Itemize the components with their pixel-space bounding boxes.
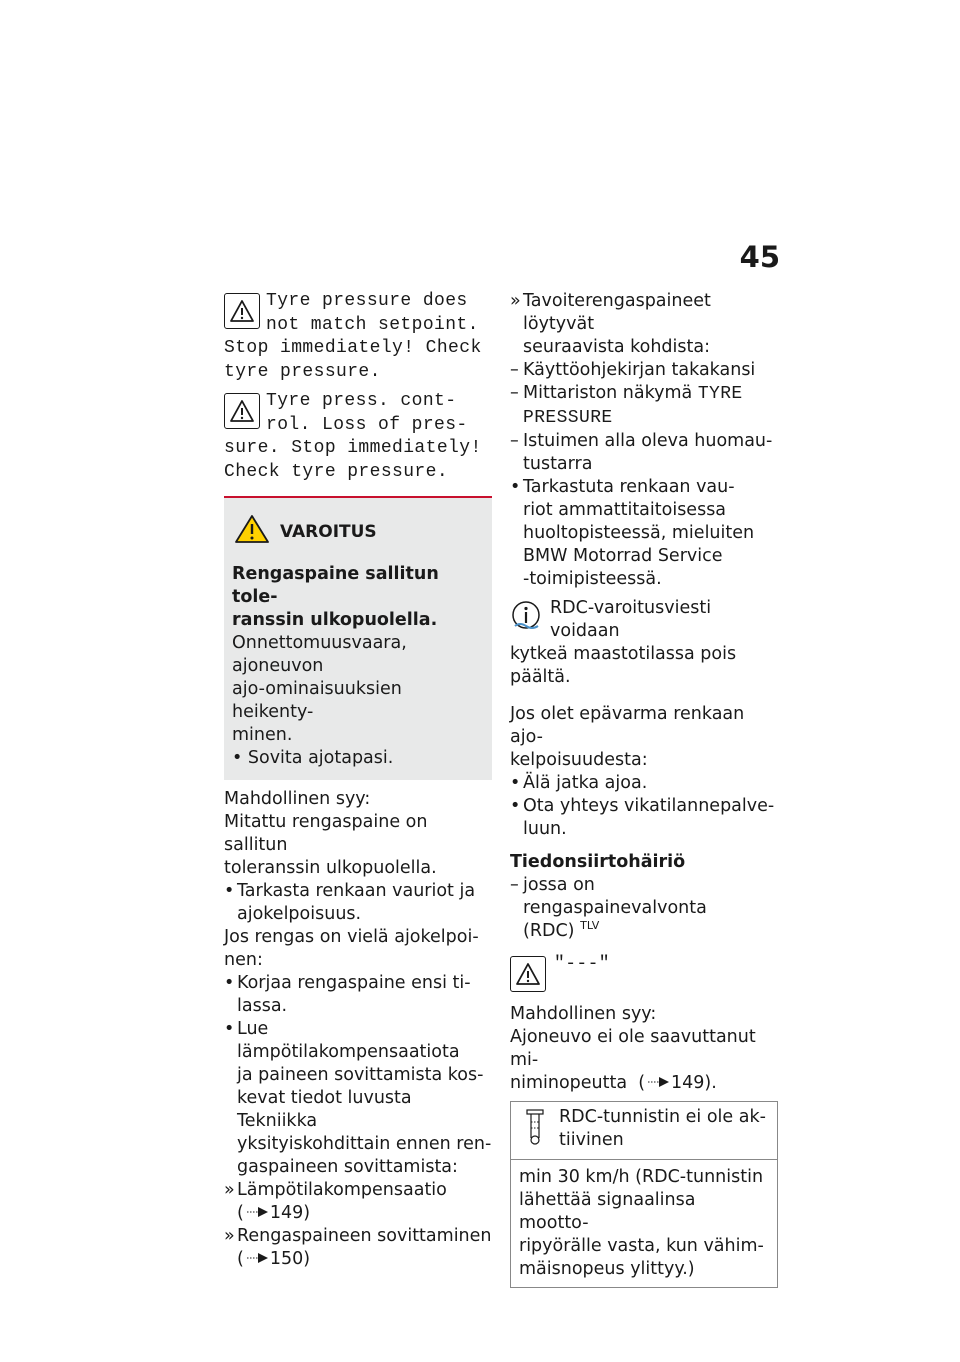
dash-text: (RDC) (523, 921, 575, 941)
message-line: rol. Loss of pres- (266, 414, 468, 435)
table-row (511, 1160, 777, 1287)
bullet-line: kevat tiedot luvusta Tekniikka (237, 1088, 412, 1131)
warning-triangle-icon (234, 514, 270, 551)
dash-item: – Käyttöohjekirjan takakansi (510, 359, 778, 382)
bullet-line: riot ammattitaitoisessa (523, 500, 727, 520)
page-ref-number: 150) (269, 1249, 311, 1269)
section-heading: Tiedonsiirtohäiriö (510, 852, 686, 872)
table-cell-line: mäisnopeus ylittyy.) (519, 1259, 695, 1279)
page-reference[interactable]: ( 150) (237, 1249, 311, 1269)
bullet-line: Tarkastuta renkaan vau- (523, 477, 735, 497)
tyre-pressure-message (224, 290, 492, 384)
dash-item: – Istuimen alla oleva huomau- tustarra (510, 430, 778, 476)
reference-line: seuraavista kohdista: (523, 337, 710, 357)
bullet-line: luun. (523, 819, 567, 839)
right-column (510, 290, 778, 1288)
warning-bold-line: Rengaspaine sallitun tole- (232, 564, 439, 607)
warning-header (232, 514, 484, 551)
dash-line: tustarra (523, 454, 593, 474)
paragraph-line: nen: (224, 950, 263, 970)
warning-text-line: Onnettomuusvaara, ajoneuvon (232, 633, 407, 676)
info-line: päältä. (510, 667, 571, 687)
status-table (510, 1101, 778, 1288)
message-line: Tyre press. cont- (266, 391, 457, 411)
display-text: "---" (554, 954, 611, 974)
cause-line: Mitattu rengaspaine on sallitun (224, 812, 428, 855)
bullet-line: Ota yhteys vikatilannepalve- (523, 796, 775, 816)
bullet-item: • Tarkasta renkaan vauriot ja ajokelpoisuus. (224, 880, 492, 926)
cause-label: Mahdollinen syy: (510, 1004, 657, 1024)
paragraph-line: Jos olet epävarma renkaan ajo- (510, 704, 745, 747)
warning-triangle-icon (510, 956, 546, 992)
info-icon (510, 599, 542, 631)
arrow-right-icon (244, 1202, 270, 1225)
message-line: Stop immediately! Check (224, 338, 482, 358)
info-line: kytkeä maastotilassa pois (510, 644, 737, 664)
message-line: sure. Stop immediately! (224, 438, 482, 458)
dash-line (523, 382, 778, 407)
page-reference[interactable]: ( 149) (237, 1203, 311, 1223)
reference-line: Tavoiterengaspaineet löytyvät (523, 291, 711, 334)
warning-text-line: minen. (232, 725, 293, 745)
reference-item[interactable]: » Lämpötilakompensaatio ( 149) (224, 1179, 492, 1225)
bullet-line: huoltopisteessä, mieluiten (523, 523, 755, 543)
bullet-line: Tarkasta renkaan vauriot ja (237, 881, 476, 901)
warning-title: VAROITUS (280, 522, 377, 542)
display-text: PRESSURE (523, 407, 613, 428)
message-line: not match setpoint. (266, 314, 479, 335)
message-line: Check tyre pressure. (224, 461, 449, 482)
page-ref-number: 149). (671, 1073, 717, 1093)
bullet-line: yksityiskohdittain ennen ren- (237, 1134, 492, 1154)
bullet-item: • Ota yhteys vikatilannepalve- luun. (510, 795, 778, 841)
dash-line (523, 920, 778, 943)
reference-item: » Tavoiterengaspaineet löytyvät seuraavista kohdista: (510, 290, 778, 359)
table-header-row (511, 1102, 777, 1160)
tyre-press-control-message (224, 390, 492, 484)
reference-item[interactable]: » Rengaspaineen sovittaminen ( 150) (224, 1226, 492, 1269)
page-reference[interactable]: niminopeutta ( 149). (510, 1073, 717, 1093)
page-ref-number: 149) (269, 1203, 311, 1223)
table-header-line: RDC-tunnistin ei ole ak- (559, 1107, 766, 1127)
warning-bold-line: ranssin ulkopuolella. (232, 610, 438, 630)
bullet-line: Älä jatka ajoa. (523, 773, 648, 793)
bullet-item: • Korjaa rengaspaine ensi ti- lassa. (224, 972, 492, 1018)
bullet-line: lassa. (237, 996, 288, 1016)
bullet-line: ja paineen sovittamista kos- (237, 1065, 484, 1085)
cause-line: Ajoneuvo ei ole saavuttanut mi- (510, 1027, 756, 1070)
bullet-item: • Tarkastuta renkaan vau- riot ammattitaitoisessa huoltopisteessä, mieluiten BMW Motorrad Service -toimipisteessä. (510, 476, 778, 591)
rdc-sensor-icon (523, 1108, 547, 1153)
left-column (224, 290, 492, 1271)
bullet-item: • Lue lämpötilakompensaatiota ja paineen sovittamista kos- kevat tiedot luvusta Tekniikka yksityiskohdittain ennen ren- gaspaineen sovittamista: (224, 1019, 492, 1177)
table-cell-line: min 30 km/h (RDC-tunnistin (519, 1167, 764, 1187)
warning-triangle-icon (224, 393, 260, 429)
warning-panel (224, 496, 492, 780)
bullet-line: Korjaa rengaspaine ensi ti- (237, 973, 471, 993)
model-superscript: TLV (580, 919, 600, 933)
message-line: Tyre pressure does (266, 291, 468, 311)
dash-line: Istuimen alla oleva huomau- (523, 431, 773, 451)
cause-label: Mahdollinen syy: (224, 789, 371, 809)
message-line: tyre pressure. (224, 361, 381, 382)
dash-item: – Mittariston näkymä TYRE PRESSURE (510, 382, 778, 430)
bullet-item: • Älä jatka ajoa. (510, 772, 778, 795)
info-note (510, 597, 778, 689)
cause-line: toleranssin ulkopuolella. (224, 858, 437, 878)
table-cell-line: lähettää signaalinsa mootto- (519, 1190, 696, 1233)
dash-line: jossa on rengaspainevalvonta (523, 875, 707, 918)
dash-text: Mittariston näkymä (523, 383, 698, 403)
reference-text[interactable]: Rengaspaineen sovittaminen (237, 1226, 492, 1246)
bullet-line: Lue lämpötilakompensaatiota (237, 1019, 460, 1062)
cause-text: niminopeutta (510, 1073, 628, 1093)
arrow-right-icon (645, 1072, 671, 1095)
paragraph-line: Jos rengas on vielä ajokelpoi- (224, 927, 479, 947)
bullet-line: gaspaineen sovittamista: (237, 1157, 458, 1177)
page-number: 45 (739, 240, 780, 274)
dash-item: – jossa on rengaspainevalvonta (RDC) $^{TLV}$ (510, 874, 778, 943)
dash-line: Käyttöohjekirjan takakansi (523, 360, 756, 380)
table-header-line: tiivinen (559, 1130, 624, 1150)
paragraph-line: kelpoisuudesta: (510, 750, 648, 770)
arrow-right-icon (244, 1248, 270, 1271)
warning-bullet: • Sovita ajotapasi. (232, 748, 394, 768)
warning-triangle-icon (224, 293, 260, 329)
reference-text[interactable]: Lämpötilakompensaatio (237, 1180, 447, 1200)
display-text: TYRE (697, 384, 743, 404)
warning-text-line: ajo-ominaisuuksien heikenty- (232, 679, 402, 722)
bullet-line: BMW Motorrad Service (523, 546, 723, 566)
display-message (510, 953, 778, 997)
bullet-line: ajokelpoisuus. (237, 904, 362, 924)
table-cell-line: ripyörälle vasta, kun vähim- (519, 1236, 764, 1256)
info-line: RDC-varoitusviesti voidaan (550, 598, 712, 641)
bullet-line: -toimipisteessä. (523, 569, 662, 589)
